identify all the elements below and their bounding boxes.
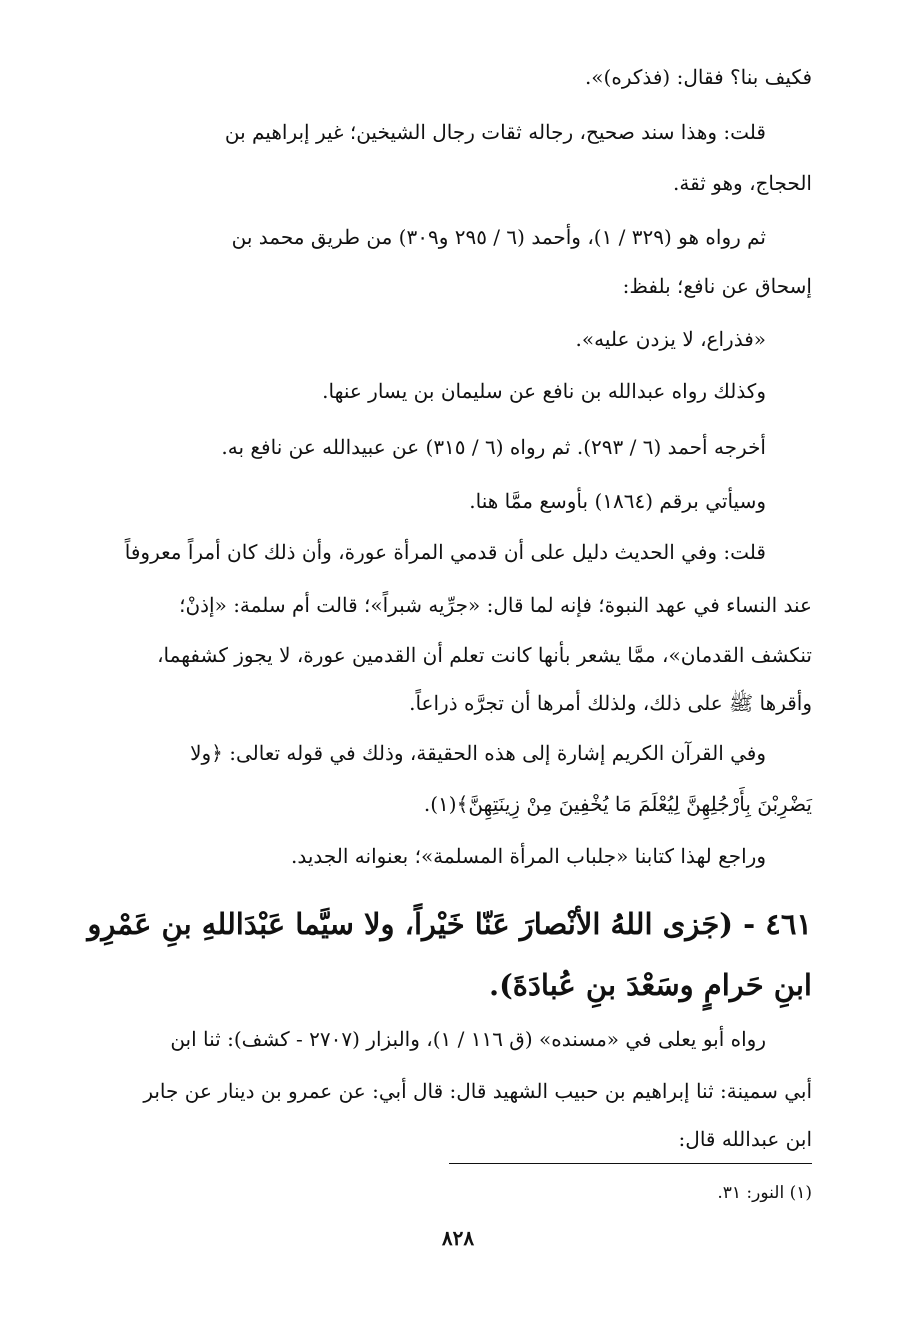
quote-line: «فذراع، لا يزدن عليه». [575, 327, 766, 351]
text-line-9: وسيأتي برقم (١٨٦٤) بأوسع ممَّا هنا. [469, 489, 766, 513]
text-line-4: ثم رواه هو (٣٢٩ / ١)، وأحمد (٦ / ٢٩٥ و٣٠٩) من طريق محمد بن [231, 225, 766, 249]
footnote-divider [449, 1163, 812, 1164]
text-line-21: ابن عبدالله قال: [678, 1127, 812, 1151]
text-line-2: قلت: وهذا سند صحيح، رجاله ثقات رجال الشيخين؛ غير إبراهيم بن [224, 120, 766, 144]
text-line-7: وكذلك رواه عبدالله بن نافع عن سليمان بن يسار عنها. [322, 379, 766, 403]
text-line-3: الحجاج، وهو ثقة. [673, 171, 812, 195]
hadith-heading-line-2: ابنِ حَرامٍ وسَعْدَ بنِ عُبادَةَ). [488, 968, 812, 1002]
text-line-11: عند النساء في عهد النبوة؛ فإنه لما قال: «جرِّيه شبراً»؛ قالت أم سلمة: «إذنْ؛ [179, 593, 812, 617]
text-line-16: وراجع لهذا كتابنا «جلباب المرأة المسلمة»؛ بعنوانه الجديد. [290, 844, 766, 868]
text-line-12: تنكشف القدمان»، ممَّا يشعر بأنها كانت تعلم أن القدمين عورة، لا يجوز كشفهما، [157, 643, 812, 667]
text-line-14: وفي القرآن الكريم إشارة إلى هذه الحقيقة، وذلك في قوله تعالى: ﴿ولا [190, 741, 766, 765]
text-line-10: قلت: وفي الحديث دليل على أن قدمي المرأة عورة، وأن ذلك كان أمراً معروفاً [124, 540, 766, 564]
text-line-20: أبي سمينة: ثنا إبراهيم بن حبيب الشهيد قال: قال أبي: عن عمرو بن دينار عن جابر [143, 1079, 812, 1103]
text-line-1: فكيف بنا؟ فقال: (فذكره)». [584, 65, 812, 89]
hadith-heading-line-1: ٤٦١ - (جَزى اللهُ الأنْصارَ عَنّا خَيْراً، ولا سيَّما عَبْدَاللهِ بنِ عَمْرِو [87, 907, 812, 941]
text-line-13: وأقرها ﷺ على ذلك، ولذلك أمرها أن تجرَّه ذراعاً. [409, 691, 812, 715]
footnote: (١) النور: ٣١. [717, 1183, 812, 1203]
text-line-5: إسحاق عن نافع؛ بلفظ: [622, 274, 812, 298]
text-line-8: أخرجه أحمد (٦ / ٢٩٣). ثم رواه (٦ / ٣١٥) عن عبيدالله عن نافع به. [221, 435, 766, 459]
text-line-19: رواه أبو يعلى في «مسنده» (ق ١١٦ / ١)، والبزار (٢٧٠٧ - كشف): ثنا ابن [170, 1027, 766, 1051]
page-number: ٨٢٨ [441, 1226, 475, 1250]
quran-verse-line: يَضْرِبْنَ بِأَرْجُلِهِنَّ لِيُعْلَمَ مَا يُخْفِينَ مِنْ زِينَتِهِنَّ﴾(١). [423, 792, 812, 816]
